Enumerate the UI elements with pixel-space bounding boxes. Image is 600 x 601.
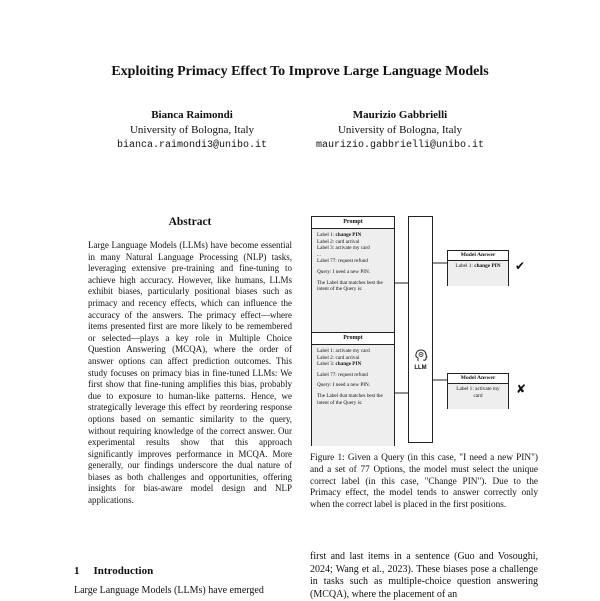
prompt-label: Label 1: change PIN [317,232,362,238]
answer-header: Model Answer [448,374,508,384]
answer-body: Label 1: change PIN [448,261,508,286]
prompt-body [312,345,394,446]
figure-1 [310,213,538,447]
top-answer-box [447,250,509,286]
prompt-instruction: The Label that matches best the intent of the Query is: [317,279,383,293]
prompt-header: Prompt [312,217,394,229]
answer-header: Model Answer [448,251,508,261]
intro-text: Large Language Models (LLMs) have emerged [74,585,264,596]
author-email: bianca.raimondi3@unibo.it [116,140,268,151]
llm-block [408,216,433,443]
abstract-text: Large Language Models (LLMs) have become essential in many Natural Language Processing (NLP) tasks, leveraging extensive pre-training and fine-tuning to achieve high accuracy. However, like humans, LLMs exhibit biases, particularly positional biases such as primacy and recency effects, which can influence the accuracy of the answers. The primacy effect—where items presented first are more likely to be remembered or selected—plays a key role in Multiple Choice Question Answering (MCQA), where the order of answer options can affect prediction outcomes. This study focuses on primacy bias in fine-tuned LLMs: We first show that fine-tuning amplifies this bias, probably due to exposure to human-like patterns. Hence, we strategically leverage this effect by reordering response options based on semantic similarity to the query, without requiring knowledge of the correct answer. Our experimental results show that this approach significantly improves performance in MCQA. More generally, our findings underscore the dual nature of biases as both challenges and opportunities, offering insights for bias-aware model design and NLP applications. [88,240,292,506]
section-title: Introduction [93,565,154,577]
answer-body: Label 1: activate my card [448,384,508,409]
prompt-instruction: The Label that matches best the intent of the Query is: [317,392,383,406]
section-heading [74,565,153,577]
prompt-label: Label 77: request refund [317,258,368,265]
figure-caption: Figure 1: Given a Query (in this case, "I need a new PIN") and a set of 77 Options, the model must select the unique correct label (in this case, "Change PIN"). Due to the Primacy effect, the model tends to answer correctly only when the correct label is placed in the first positions. [310,453,538,511]
prompt-label: Label 2: card arrival [317,238,360,245]
bottom-prompt-box [311,332,395,446]
section-number: 1 [74,565,80,577]
prompt-ellipsis: ... [317,251,321,258]
author-block-2 [300,108,500,153]
author-affiliation: University of Bologna, Italy [337,124,463,136]
prompt-label: Label 1: activate my card [317,348,370,354]
prompt-label: Label 3: activate my card [317,245,370,252]
llm-label: LLM [414,365,427,371]
prompt-label: Label 77: request refund [317,371,368,378]
author-affiliation: University of Bologna, Italy [129,124,255,136]
prompt-query: Query: I need a new PIN. [317,268,371,275]
prompt-label: Label 2: card arrival [317,354,360,361]
author-name: Maurizio Gabbrielli [352,109,448,121]
paper-title: Exploiting Primacy Effect To Improve Large Language Models [111,64,489,79]
prompt-body [312,229,394,337]
bottom-answer-box [447,373,509,409]
check-icon: ✔ [515,259,526,273]
prompt-header: Prompt [312,333,394,345]
brain-head-icon [414,349,428,363]
prompt-query: Query: I need a new PIN. [317,382,371,389]
prompt-label: Label 3: change PIN [317,361,362,368]
author-name: Bianca Raimondi [151,109,233,121]
author-block-1 [92,108,292,153]
top-prompt-box [311,216,395,337]
abstract-heading: Abstract [168,216,212,228]
author-email: maurizio.gabbrielli@unibo.it [315,140,485,151]
right-column-text: first and last items in a sentence (Guo and Vosoughi, 2024; Wang et al., 2023). These biases pose a challenge in tasks such as multiple-choice question answering (MCQA), where the placement of an [310,551,538,600]
cross-icon: ✘ [516,382,527,396]
